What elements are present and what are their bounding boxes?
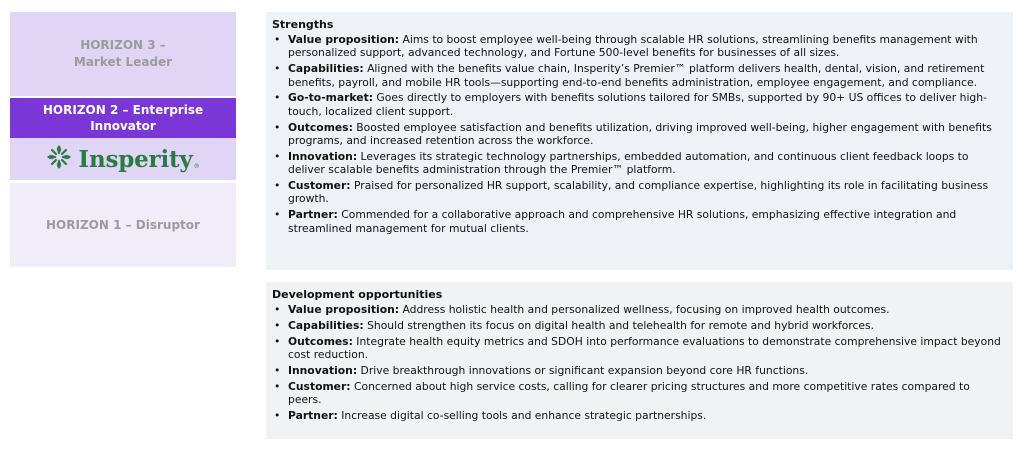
bullet-icon: • xyxy=(274,149,281,163)
list-item xyxy=(272,409,1005,422)
horizon-1-label: HORIZON 1 – Disruptor xyxy=(46,218,200,232)
list-item xyxy=(272,62,1005,89)
item-text: Drive breakthrough innovations or significant expansion beyond core HR functions. xyxy=(357,363,809,377)
item-label: Go-to-market: xyxy=(288,91,374,105)
horizon-2-line1: HORIZON 2 – Enterprise xyxy=(42,103,204,117)
item-label: Capabilities: xyxy=(288,318,364,332)
horizon-column xyxy=(10,12,236,267)
bullet-icon: • xyxy=(274,363,281,377)
item-text: Aims to boost employee well-being through scalable HR solutions, streamlining benefits management with personalized support, advanced technology, and Fortune 500-level benefits for businesses of all sizes. xyxy=(288,33,978,60)
item-text: Concerned about high service costs, calling for clearer pricing structures and more competitive rates compared to peers. xyxy=(288,379,970,406)
bullet-icon: • xyxy=(274,91,281,105)
bullet-icon: • xyxy=(274,120,281,134)
bullet-icon: • xyxy=(274,179,281,193)
item-label: Outcomes: xyxy=(288,334,353,348)
logo-wordmark: Insperity xyxy=(78,145,193,173)
item-label: Value proposition: xyxy=(288,33,400,46)
item-label: Customer: xyxy=(288,179,351,193)
item-text: Leverages its strategic technology partnerships, embedded automation, and continuous client feedback loops to deliver scalable benefits administration through the Premier™ platform. xyxy=(288,149,969,177)
item-text: Commended for a collaborative approach and comprehensive HR solutions, emphasizing effective integration and streamlined management for mutual clients. xyxy=(288,208,957,235)
list-item xyxy=(272,303,1005,316)
list-item xyxy=(272,150,1005,177)
item-label: Innovation: xyxy=(288,149,358,163)
horizon-3-tile xyxy=(10,12,236,96)
company-logo xyxy=(10,138,236,180)
horizon-3-line2: Market Leader xyxy=(73,55,173,69)
item-text: Aligned with the benefits value chain, Insperity’s Premier™ platform delivers health, dental, vision, and retirement benefits, payroll, and mobile HR tools—supporting end-to-end benefits administration, employee engagement, and compliance. xyxy=(288,62,985,89)
bullet-icon: • xyxy=(274,208,281,222)
item-text: Praised for personalized HR support, scalability, and compliance expertise, highlighting its role in facilitating business growth. xyxy=(288,179,989,206)
item-label: Outcomes: xyxy=(288,120,353,134)
bullet-icon: • xyxy=(274,379,281,393)
insperity-logo-icon xyxy=(46,144,72,174)
item-text: Should strengthen its focus on digital health and telehealth for remote and hybrid workforces. xyxy=(363,318,875,332)
horizon-2-line2: Innovator xyxy=(90,119,156,133)
bullet-icon: • xyxy=(274,62,281,76)
item-label: Capabilities: xyxy=(288,62,364,76)
bullet-icon: • xyxy=(274,334,281,348)
list-item xyxy=(272,380,1005,407)
bullet-icon: • xyxy=(274,318,281,332)
item-text: Goes directly to employers with benefits solutions tailored for SMBs, supported by 90+ US offices to deliver high-touch, localized client support. xyxy=(288,91,987,118)
list-item xyxy=(272,335,1005,362)
list-item xyxy=(272,91,1005,118)
list-item xyxy=(272,319,1005,332)
item-text: Integrate health equity metrics and SDOH into performance evaluations to demonstrate comprehensive impact beyond cost reduction. xyxy=(288,334,1001,361)
strengths-panel xyxy=(266,12,1013,270)
strengths-list xyxy=(272,33,1005,235)
bullet-icon: • xyxy=(274,303,281,316)
development-list xyxy=(272,303,1005,422)
logo-registered-mark: ® xyxy=(193,163,200,170)
item-text: Boosted employee satisfaction and benefits utilization, driving improved well-being, higher engagement with benefits programs, and increased retention across the workforce. xyxy=(288,120,992,148)
horizon-2-tile xyxy=(10,98,236,138)
item-label: Customer: xyxy=(288,379,351,393)
item-label: Innovation: xyxy=(288,363,358,377)
development-title: Development opportunities xyxy=(272,288,443,301)
item-text: Increase digital co-selling tools and enhance strategic partnerships. xyxy=(337,408,707,422)
bullet-icon: • xyxy=(274,33,281,46)
list-item xyxy=(272,208,1005,235)
bullet-icon: • xyxy=(274,408,281,422)
development-panel xyxy=(266,282,1013,439)
item-text: Address holistic health and personalized wellness, focusing on improved health outcomes. xyxy=(399,303,890,316)
item-label: Partner: xyxy=(288,408,338,422)
list-item xyxy=(272,121,1005,148)
strengths-title: Strengths xyxy=(272,18,334,31)
item-label: Value proposition: xyxy=(288,303,400,316)
horizon-1-tile xyxy=(10,183,236,267)
horizon-3-line1: HORIZON 3 – xyxy=(80,38,166,52)
list-item xyxy=(272,364,1005,377)
list-item xyxy=(272,179,1005,206)
list-item xyxy=(272,33,1005,60)
item-label: Partner: xyxy=(288,208,338,222)
